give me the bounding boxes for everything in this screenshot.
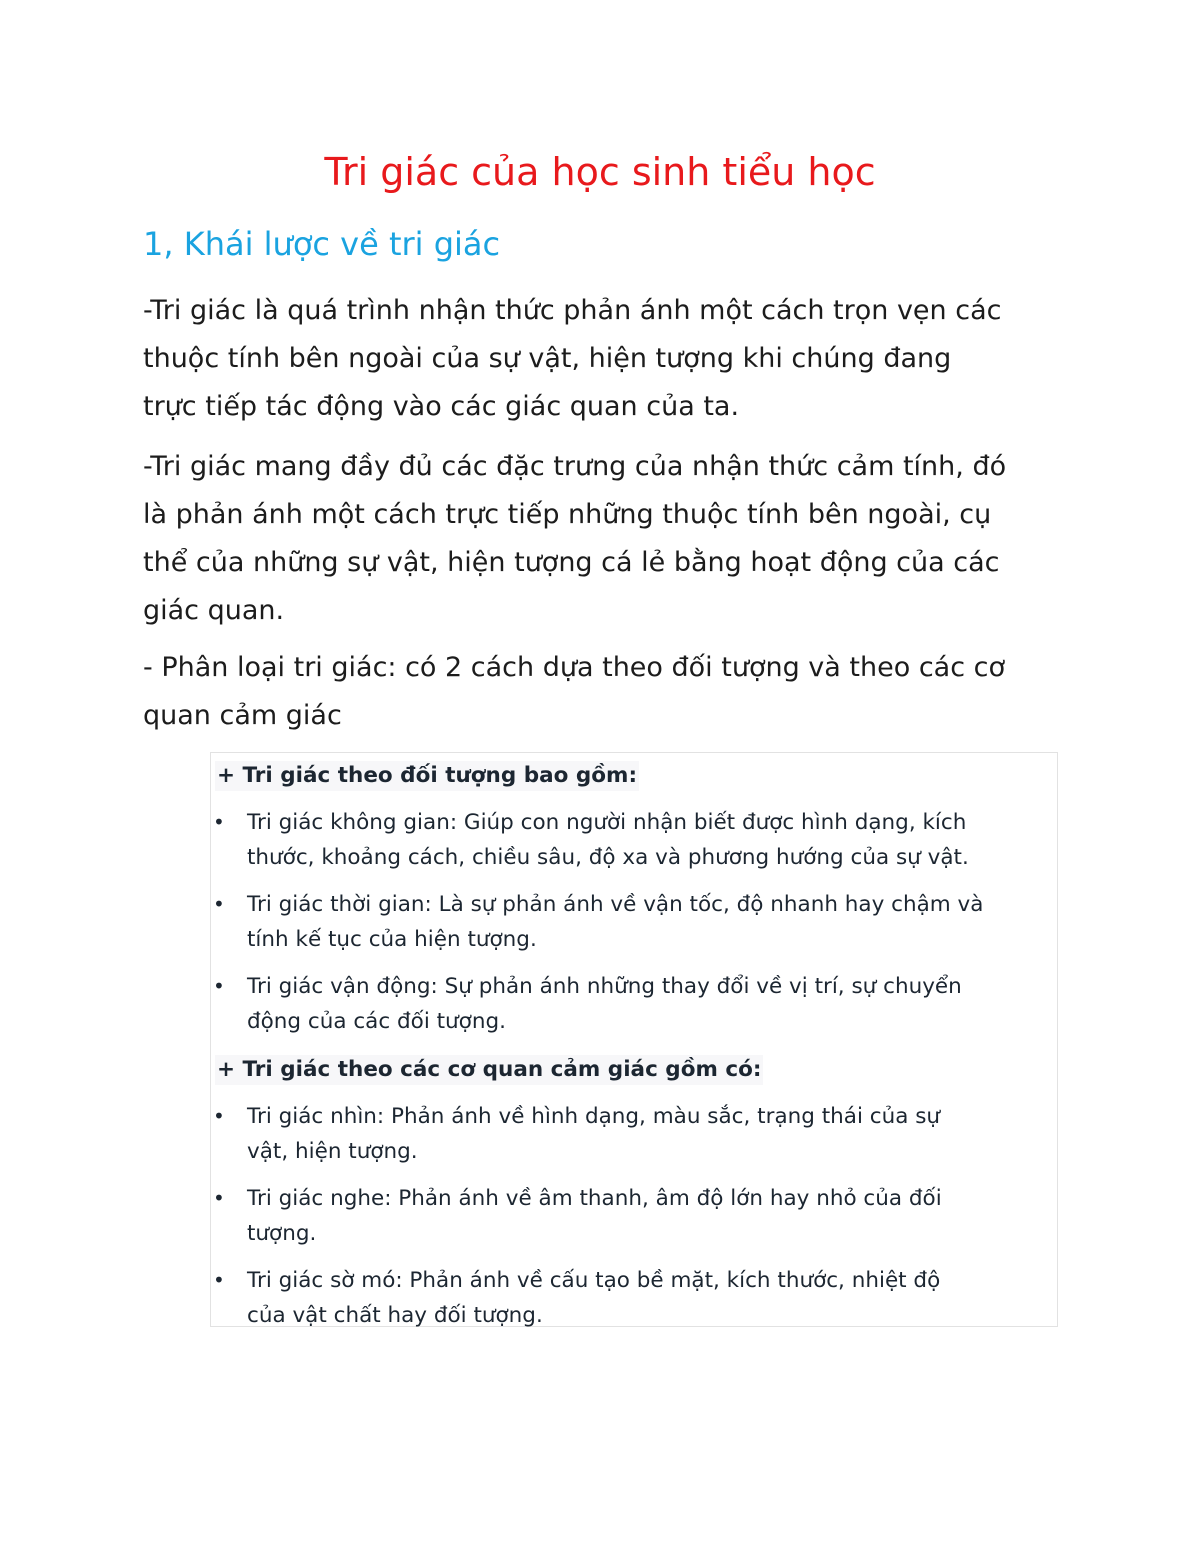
- list-item-line: Tri giác nghe: Phản ánh về âm thanh, âm độ lớn hay nhỏ của đối: [247, 1186, 942, 1211]
- paragraph-line: -Tri giác là quá trình nhận thức phản ánh một cách trọn vẹn các: [143, 295, 1002, 326]
- paragraph-line: quan cảm giác: [143, 700, 342, 731]
- list-item-line: vật, hiện tượng.: [247, 1139, 418, 1164]
- list-item-line: Tri giác thời gian: Là sự phản ánh về vận tốc, độ nhanh hay chậm và: [247, 892, 984, 917]
- list-item-line: Tri giác sờ mó: Phản ánh về cấu tạo bề mặt, kích thước, nhiệt độ: [247, 1268, 941, 1293]
- list-item-text: [247, 887, 983, 957]
- bullet-icon: •: [213, 892, 225, 916]
- list-item-text: [247, 1181, 942, 1251]
- section-heading: 1, Khái lược về tri giác: [143, 225, 501, 263]
- list-item-text: [247, 1263, 940, 1333]
- paragraph-line: là phản ánh một cách trực tiếp những thuộc tính bên ngoài, cụ: [143, 499, 992, 530]
- list-item-line: Tri giác nhìn: Phản ánh về hình dạng, màu sắc, trạng thái của sự: [247, 1104, 941, 1129]
- paragraph-definition: [143, 287, 1073, 431]
- list-item-line: của vật chất hay đối tượng.: [247, 1303, 543, 1328]
- list-item-line: động của các đối tượng.: [247, 1009, 506, 1034]
- list-item-line: thước, khoảng cách, chiều sâu, độ xa và phương hướng của sự vật.: [247, 845, 969, 870]
- paragraph-line: thuộc tính bên ngoài của sự vật, hiện tượng khi chúng đang: [143, 343, 952, 374]
- group-heading-by-object: + Tri giác theo đối tượng bao gồm:: [215, 761, 639, 791]
- paragraph-line: trực tiếp tác động vào các giác quan của ta.: [143, 391, 740, 422]
- list-item-text: [247, 1099, 940, 1169]
- list-item-line: tính kế tục của hiện tượng.: [247, 927, 537, 952]
- list-item-line: Tri giác không gian: Giúp con người nhận biết được hình dạng, kích: [247, 810, 967, 835]
- list-item-text: [247, 969, 962, 1039]
- bullet-icon: •: [213, 974, 225, 998]
- paragraph-line: -Tri giác mang đầy đủ các đặc trưng của nhận thức cảm tính, đó: [143, 451, 1007, 482]
- list-item-text: [247, 805, 969, 875]
- bullet-icon: •: [213, 810, 225, 834]
- paragraph-classification: [143, 644, 1073, 740]
- list-item-line: Tri giác vận động: Sự phản ánh những thay đổi về vị trí, sự chuyển: [247, 974, 962, 999]
- paragraph-line: - Phân loại tri giác: có 2 cách dựa theo đối tượng và theo các cơ: [143, 652, 1006, 683]
- bullet-icon: •: [213, 1186, 225, 1210]
- bullet-icon: •: [213, 1104, 225, 1128]
- paragraph-characteristics: [143, 443, 1073, 635]
- document-title: Tri giác của học sinh tiểu học: [324, 150, 876, 194]
- group-heading-by-sense-organ: + Tri giác theo các cơ quan cảm giác gồm có:: [215, 1055, 763, 1085]
- list-item-line: tượng.: [247, 1221, 317, 1246]
- paragraph-line: giác quan.: [143, 595, 285, 626]
- bullet-icon: •: [213, 1268, 225, 1292]
- paragraph-line: thể của những sự vật, hiện tượng cá lẻ bằng hoạt động của các: [143, 547, 1000, 578]
- classification-box: [210, 752, 1058, 1327]
